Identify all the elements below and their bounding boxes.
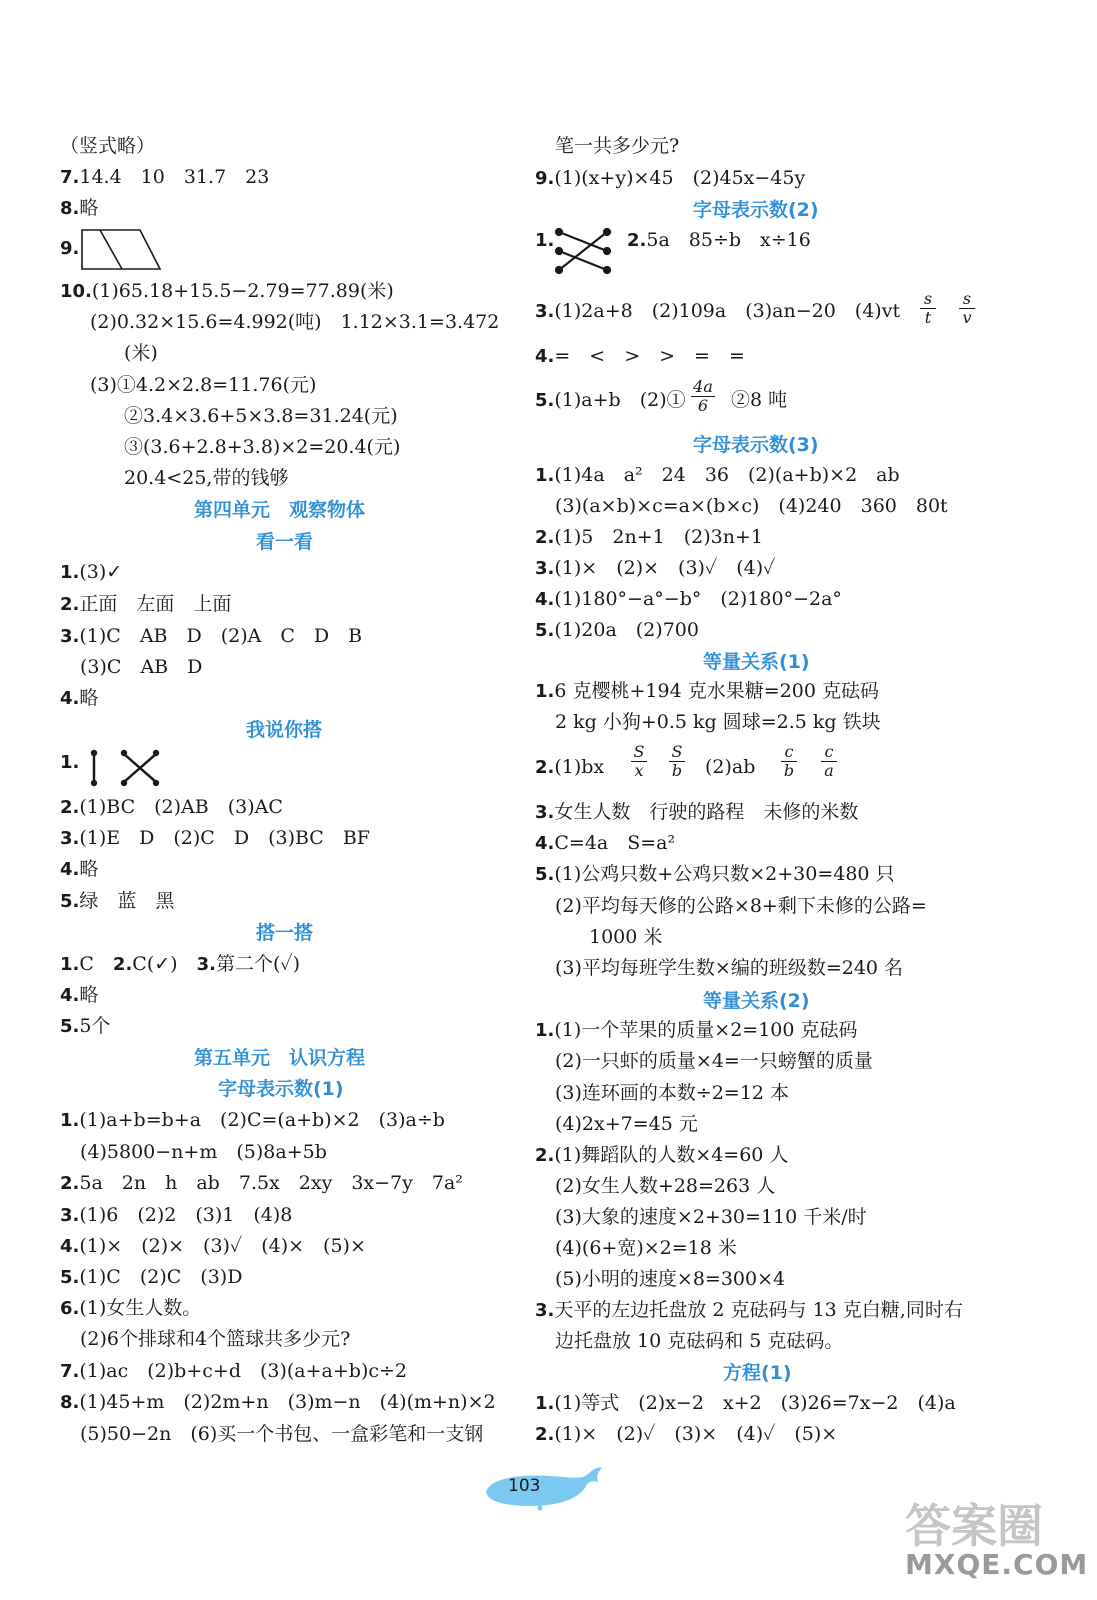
answer-text: (4)2x+7=45 元 (555, 1113, 698, 1135)
item-number: 2. (627, 230, 647, 251)
answer-text: (1)C (2)C (3)D (79, 1266, 243, 1288)
answer-line (60, 165, 269, 191)
answer-line (60, 1014, 110, 1040)
answer-text: 5a 85÷b x÷16 (646, 229, 811, 251)
item-number: 4. (60, 1236, 80, 1257)
item-number: 1. (535, 1393, 555, 1414)
item-number: 7. (60, 1361, 80, 1382)
section-heading: 等量关系(1) (703, 651, 810, 673)
answer-line (555, 1267, 785, 1293)
section-heading: 字母表示数(2) (693, 199, 819, 221)
answer-text: (1)C AB D (2)A C D B (79, 625, 363, 647)
item-number: 3. (535, 301, 555, 322)
answer-text: 略 (79, 687, 99, 709)
item-number: 1. (535, 465, 555, 486)
answer-line (555, 134, 679, 160)
answer-line (60, 1390, 496, 1416)
answer-text: (3)大象的速度×2+30=110 千米/时 (555, 1206, 867, 1228)
item-number: 5. (60, 891, 80, 912)
item-number: 8. (60, 198, 80, 219)
answer-text: 略 (79, 984, 99, 1006)
answer-line (555, 1049, 873, 1075)
watermark-logo: 答案圈 (905, 1499, 1043, 1553)
answer-text: 2 kg 小狗+0.5 kg 圆球=2.5 kg 铁块 (555, 711, 881, 733)
denominator: v (959, 308, 975, 327)
item-number: 4. (60, 859, 80, 880)
answer-text: (1)a+b (2)① (554, 389, 686, 411)
item-number: 1. (60, 1110, 80, 1131)
answer-text: (3)✓ (79, 561, 123, 583)
answer-text: (1)2a+8 (2)109a (3)an−20 (4)vt (554, 300, 901, 322)
answer-line (124, 435, 400, 461)
answer-text: 天平的左边托盘放 2 克砝码与 13 克白糖,同时右 (554, 1299, 963, 1321)
section-heading: 等量关系(2) (703, 990, 810, 1012)
item-number: 2. (535, 1424, 555, 1445)
answer-line (60, 1203, 292, 1229)
item-number: 2. (60, 594, 80, 615)
answer-text: (2)ab (705, 756, 756, 778)
item-number: 5. (535, 864, 555, 885)
parallelogram-figure-icon (80, 228, 162, 272)
answer-line (535, 556, 775, 582)
whale-icon (480, 1462, 605, 1512)
item-number: 10. (60, 281, 92, 302)
answer-text: (1)bx (554, 756, 605, 778)
answer-line (535, 1018, 858, 1044)
answer-text: (1)舞蹈队的人数×4=60 人 (554, 1144, 789, 1166)
answer-line (535, 228, 554, 254)
answer-line (535, 166, 805, 192)
answer-line (90, 310, 499, 336)
item-number: 1. (535, 230, 555, 251)
answer-text: 绿 蓝 黑 (79, 890, 175, 912)
denominator: x (631, 761, 647, 780)
answer-line (124, 341, 158, 367)
answer-line (90, 373, 316, 399)
answer-text: （竖式略） (60, 135, 156, 157)
fraction (669, 743, 685, 780)
answer-text: (5)50−2n (6)买一个书包、一盒彩笔和一支钢 (80, 1423, 484, 1445)
answer-line (60, 279, 394, 305)
answer-text: (1)等式 (2)x−2 x+2 (3)26=7x−2 (4)a (554, 1392, 956, 1414)
answer-line (535, 1391, 956, 1417)
fraction (631, 743, 647, 780)
item-number: 1. (60, 954, 80, 975)
answer-text: C=4a S=a² (554, 832, 676, 854)
answer-text: 略 (79, 197, 99, 219)
answer-text: 边托盘放 10 克砝码和 5 克砝码。 (555, 1330, 844, 1352)
answer-line (589, 925, 662, 951)
answer-text: (2)女生人数+28=263 人 (555, 1175, 776, 1197)
answer-line (80, 1140, 327, 1166)
item-number: 3. (196, 954, 216, 975)
fraction (691, 378, 715, 415)
answer-text: 20.4<25,带的钱够 (124, 467, 289, 489)
answer-line (555, 1329, 843, 1355)
answer-line (535, 344, 745, 370)
section-heading: 字母表示数(3) (693, 434, 819, 456)
answer-line (60, 1171, 463, 1197)
answer-text: ③(3.6+2.8+3.8)×2=20.4(元) (124, 436, 401, 458)
item-number: 3. (535, 1300, 555, 1321)
numerator: c (784, 742, 794, 761)
answer-line (535, 388, 686, 414)
answer-text: (1)(x+y)×45 (2)45x−45y (554, 167, 806, 189)
item-number: 5. (535, 390, 555, 411)
answer-line (60, 236, 79, 262)
answer-text: (1)6 (2)2 (3)1 (4)8 (79, 1204, 293, 1226)
answer-text: (1)E D (2)C D (3)BC BF (79, 827, 370, 849)
fraction (781, 743, 797, 780)
answer-line (60, 952, 300, 978)
stick-arrangement-icon (86, 748, 166, 788)
answer-line (535, 800, 858, 826)
answer-line (535, 679, 879, 705)
answer-text: (1)BC (2)AB (3)AC (79, 796, 283, 818)
item-number: 1. (60, 752, 80, 773)
item-number: 5. (535, 620, 555, 641)
answer-line (555, 1081, 789, 1107)
answer-line (555, 1236, 737, 1262)
answer-line (80, 655, 202, 681)
answer-text: C (79, 953, 113, 975)
answer-line (60, 686, 98, 712)
page-number: 103 (508, 1476, 541, 1496)
answer-line (60, 983, 98, 1009)
answer-line (555, 1205, 867, 1231)
answer-line (60, 624, 362, 650)
answer-text: (1)180°−a°−b° (2)180°−2a° (554, 588, 842, 610)
unit-heading: 第四单元 观察物体 (194, 499, 366, 521)
answer-line (535, 618, 699, 644)
item-number: 2. (60, 1173, 80, 1194)
answer-text: 女生人数 行驶的路程 未修的米数 (554, 801, 859, 823)
answer-text: (1)ac (2)b+c+d (3)(a+a+b)c÷2 (79, 1360, 408, 1382)
answer-line (80, 1327, 350, 1353)
answer-line (555, 1174, 775, 1200)
answer-line (124, 466, 288, 492)
answer-text: 5a 2n h ab 7.5x 2xy 3x−7y 7a² (79, 1172, 463, 1194)
answer-line (535, 463, 900, 489)
answer-line (60, 134, 155, 160)
answer-line (60, 196, 98, 222)
answer-text: (1)× (2)× (3)✓ (4)× (5)× (79, 1235, 366, 1257)
denominator: t (920, 308, 936, 327)
fraction (959, 290, 975, 327)
answer-line (627, 228, 811, 254)
item-number: 4. (60, 688, 80, 709)
answer-text: (1)a+b=b+a (2)C=(a+b)×2 (3)a÷b (79, 1109, 445, 1131)
answer-text: (2)6个排球和4个篮球共多少元? (80, 1328, 351, 1350)
answer-line (555, 1112, 698, 1138)
answer-line (555, 956, 903, 982)
answer-text: (1)45+m (2)2m+n (3)m−n (4)(m+n)×2 (79, 1391, 496, 1413)
answer-text: (3)(a×b)×c=a×(b×c) (4)240 360 80t (555, 495, 948, 517)
matching-lines-icon (553, 226, 613, 276)
unit-heading: 第五单元 认识方程 (194, 1047, 366, 1069)
answer-text: (3)C AB D (80, 656, 203, 678)
answer-text: (1)× (2)× (3)✓ (4)✓ (554, 557, 776, 579)
denominator: b (669, 761, 685, 780)
fraction (920, 290, 936, 327)
answer-text: 正面 左面 上面 (79, 593, 232, 615)
answer-line (555, 894, 927, 920)
answer-line (60, 1108, 445, 1134)
answer-line (80, 1422, 483, 1448)
answer-text: (1)× (2)✓ (3)× (4)✓ (5)× (554, 1423, 838, 1445)
fraction (821, 743, 837, 780)
answer-text: (4)5800−n+m (5)8a+5b (80, 1141, 327, 1163)
item-number: 3. (535, 802, 555, 823)
item-number: 3. (60, 828, 80, 849)
item-number: 9. (535, 168, 555, 189)
answer-line (535, 755, 604, 781)
item-number: 3. (60, 1205, 80, 1226)
answer-line (535, 299, 900, 325)
answer-line (535, 1422, 837, 1448)
item-number: 9. (60, 238, 80, 259)
section-heading: 我说你搭 (246, 719, 323, 741)
answer-text: = < > > = = (554, 345, 745, 367)
item-number: 5. (60, 1016, 80, 1037)
answer-text: (1)一个苹果的质量×2=100 克砝码 (554, 1019, 858, 1041)
item-number: 5. (60, 1267, 80, 1288)
item-number: 2. (60, 797, 80, 818)
answer-text: (2)一只虾的质量×4=一只螃蟹的质量 (555, 1050, 873, 1072)
answer-text: 6 克樱桃+194 克水果糖=200 克砝码 (554, 680, 879, 702)
answer-text: (3)连环画的本数÷2=12 本 (555, 1082, 790, 1104)
item-number: 2. (535, 527, 555, 548)
item-number: 2. (535, 757, 555, 778)
denominator: 6 (691, 396, 715, 415)
answer-text: (3)①4.2×2.8=11.76(元) (90, 374, 317, 396)
answer-line (60, 1234, 366, 1260)
answer-text: (1)5 2n+1 (2)3n+1 (554, 526, 763, 548)
answer-text: C(✓) (132, 953, 197, 975)
answer-text: 14.4 10 31.7 23 (79, 166, 270, 188)
answer-text: (1)20a (2)700 (554, 619, 699, 641)
section-heading: 方程(1) (723, 1362, 792, 1384)
answer-text: (5)小明的速度×8=300×4 (555, 1268, 786, 1290)
answer-line (60, 592, 231, 618)
answer-text: (1)女生人数。 (79, 1297, 202, 1319)
numerator: S (633, 742, 645, 761)
item-number: 2. (535, 1145, 555, 1166)
item-number: 1. (60, 562, 80, 583)
answer-text: ②3.4×3.6+5×3.8=31.24(元) (124, 405, 398, 427)
answer-line (535, 525, 763, 551)
section-heading: 看一看 (256, 531, 314, 553)
numerator: s (962, 289, 972, 308)
item-number: 2. (112, 954, 133, 975)
answer-line (535, 1143, 788, 1169)
answer-text: ②8 吨 (731, 389, 788, 411)
answer-line (535, 831, 675, 857)
answer-text: (2)0.32×15.6=4.992(吨) 1.12×3.1=3.472 (90, 311, 500, 333)
answer-line (731, 388, 787, 414)
answer-line (60, 1296, 201, 1322)
answer-text: (4)(6+宽)×2=18 米 (555, 1237, 737, 1259)
answer-text: 1000 米 (589, 926, 663, 948)
denominator: b (781, 761, 797, 780)
denominator: a (821, 761, 837, 780)
item-number: 4. (60, 985, 80, 1006)
item-number: 3. (60, 626, 80, 647)
answer-text: (1)4a a² 24 36 (2)(a+b)×2 ab (554, 464, 900, 486)
answer-line (535, 1298, 963, 1324)
answer-text: 略 (79, 858, 99, 880)
answer-line (555, 494, 948, 520)
section-heading: 字母表示数(1) (218, 1078, 344, 1100)
numerator: 4a (693, 377, 713, 396)
item-number: 4. (535, 589, 555, 610)
answer-text: 5个 (79, 1015, 111, 1037)
item-number: 8. (60, 1392, 80, 1413)
section-heading: 搭一搭 (256, 922, 314, 944)
answer-line (60, 750, 79, 776)
item-number: 4. (535, 833, 555, 854)
answer-line (60, 857, 98, 883)
answer-line (555, 710, 881, 736)
numerator: s (923, 289, 933, 308)
watermark-url: MXQE.COM (905, 1548, 1089, 1581)
answer-line (705, 755, 755, 781)
answer-line (60, 1359, 407, 1385)
answer-text: (2)平均每天修的公路×8+剩下未修的公路= (555, 895, 927, 917)
item-number: 1. (535, 1020, 555, 1041)
item-number: 3. (535, 558, 555, 579)
answer-line (535, 587, 842, 613)
answer-line (60, 826, 370, 852)
answer-text: 笔一共多少元? (555, 135, 680, 157)
numerator: S (671, 742, 683, 761)
numerator: c (824, 742, 834, 761)
answer-line (60, 560, 122, 586)
answer-text: 第二个(✓) (215, 953, 301, 975)
answer-text: (1)65.18+15.5−2.79=77.89(米) (91, 280, 394, 302)
item-number: 6. (60, 1298, 80, 1319)
item-number: 4. (535, 346, 555, 367)
answer-text: (米) (124, 342, 158, 364)
answer-line (60, 889, 174, 915)
answer-line (124, 404, 398, 430)
answer-line (535, 862, 895, 888)
item-number: 1. (535, 681, 555, 702)
item-number: 7. (60, 167, 80, 188)
answer-text: (1)公鸡只数+公鸡只数×2+30=480 只 (554, 863, 895, 885)
answer-line (60, 1265, 242, 1291)
answer-text: (3)平均每班学生数×编的班级数=240 名 (555, 957, 904, 979)
answer-line (60, 795, 283, 821)
